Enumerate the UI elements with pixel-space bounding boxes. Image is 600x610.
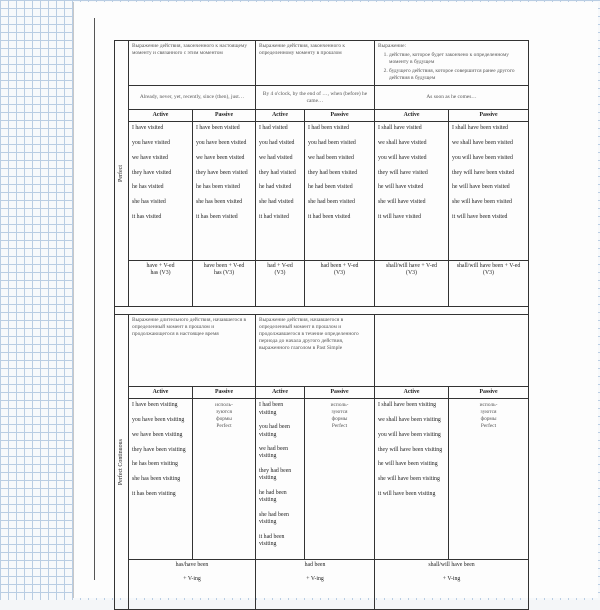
- verb-form: we have been visiting: [132, 431, 183, 438]
- verb-form: we had visited: [259, 154, 293, 161]
- present-perfect-continuous-description: Выражение длительного действия, начавшегося в определенный момент в прошлом и продолжающегося в настоящее время: [129, 315, 256, 387]
- future-perfect-active-formula: shall/will have + V-ed (V3): [375, 261, 449, 307]
- verb-form: they will have been visited: [452, 169, 515, 176]
- future-perfect-passive-cell: [449, 110, 529, 261]
- passive-header: Passive: [305, 110, 374, 122]
- verb-form: it has been visiting: [132, 490, 176, 497]
- verb-form: she has been visiting: [132, 475, 181, 482]
- passive-perfect-note: исполь- зуются формы Perfect: [330, 402, 349, 429]
- section-gap: [115, 307, 529, 315]
- verb-form: she will have visited: [378, 198, 426, 205]
- present-perfect-passive-cell: [193, 110, 256, 261]
- future-perfect-markers: As soon as he comes…: [375, 86, 529, 110]
- verb-form: I have been visited: [196, 125, 240, 132]
- verb-form: I shall have been visited: [452, 125, 509, 132]
- past-perfect-markers: By 4 o'clock, by the end of …, when (before) he came…: [256, 86, 375, 110]
- verb-form: you will have been visiting: [378, 431, 441, 438]
- present-perfect-passive-forms: [193, 122, 255, 231]
- perfect-continuous-forms-row: [115, 387, 529, 560]
- verb-form: he will have been visited: [452, 184, 510, 191]
- active-header: Active: [256, 110, 304, 122]
- verb-form: you have been visiting: [132, 417, 185, 424]
- verb-form: I shall have been visiting: [378, 402, 436, 409]
- verb-form: he had been visited: [308, 184, 353, 191]
- active-header: Active: [129, 110, 192, 122]
- verb-form: he has been visiting: [132, 461, 178, 468]
- verb-form: we shall have visited: [378, 140, 427, 147]
- verb-form: I had visited: [259, 125, 288, 132]
- future-perfect-passive-forms: [449, 122, 528, 231]
- past-perfect-passive-forms: [305, 122, 374, 231]
- verb-form: I shall have visited: [378, 125, 422, 132]
- verb-form: you have visited: [132, 140, 170, 147]
- verb-form: she had been visited: [308, 198, 355, 205]
- verb-form: you had been visiting: [259, 424, 290, 438]
- verb-form: they have been visited: [196, 169, 248, 176]
- future-perfect-description: [375, 41, 529, 86]
- verb-form: we have visited: [132, 154, 169, 161]
- verb-form: I had been visiting: [259, 402, 284, 416]
- perfect-forms-row: [115, 110, 529, 261]
- verb-form: it has visited: [132, 213, 162, 220]
- present-perfect-passive-formula: have been + V-ed has (V3): [193, 261, 256, 307]
- perfect-side-label: Perfect: [117, 165, 124, 183]
- passive-header: Passive: [449, 387, 528, 399]
- present-perfect-continuous-active-cell: [129, 387, 193, 560]
- past-perfect-active-cell: [256, 110, 305, 261]
- past-perfect-active-formula: had + V-ed (V3): [256, 261, 305, 307]
- verb-form: it had been visiting: [259, 534, 285, 548]
- present-perfect-active-formula: have + V-ed has (V3): [129, 261, 193, 307]
- past-perfect-description: Выражение действия, законченного к определенному моменту в прошлом: [256, 41, 375, 86]
- present-perfect-active-forms: [129, 122, 192, 231]
- passive-perfect-note: исполь- зуются формы Perfect: [479, 402, 498, 429]
- perfect-formulas-row: [115, 261, 529, 307]
- verb-form: he has been visited: [196, 184, 240, 191]
- perfect-markers-row: [115, 86, 529, 110]
- perfect-description-row: [115, 41, 529, 86]
- verb-form: we shall have been visiting: [378, 417, 441, 424]
- verb-form: she will have been visiting: [378, 475, 440, 482]
- grammar-table: [114, 40, 529, 610]
- past-perfect-continuous-description: Выражение действия, начавшегося в определенный момент в прошлом и продолжавшегося в течение определенного периода до начала другого действия, выраженного глаголом в Past Simple: [256, 315, 375, 387]
- perfect-continuous-side-label: Perfect Continuous: [117, 439, 124, 486]
- past-perfect-passive-formula: had been + V-ed (V3): [305, 261, 375, 307]
- verb-form: she had been visiting: [259, 512, 289, 526]
- passive-header: Passive: [305, 387, 374, 399]
- future-perfect-continuous-passive-cell: [449, 387, 529, 560]
- verb-form: I had been visited: [308, 125, 350, 132]
- present-perfect-markers: Already, never, yet, recently, since (then), just…: [129, 86, 256, 110]
- verb-form: he will have been visiting: [378, 461, 438, 468]
- future-perfect-description-title: Выражение:: [378, 42, 407, 49]
- verb-form: it will have been visiting: [378, 490, 436, 497]
- active-header: Active: [256, 387, 304, 399]
- active-header: Active: [375, 387, 448, 399]
- verb-form: you had visited: [259, 140, 295, 147]
- future-perfect-continuous-active-cell: [375, 387, 449, 560]
- present-perfect-description: Выражение действия, законченного к настоящему моменту и связанного с этим моментом: [129, 41, 256, 86]
- active-header: Active: [375, 110, 448, 122]
- present-perfect-continuous-formula: has/have been + V-ing: [129, 560, 256, 610]
- verb-form: we have been visited: [196, 154, 245, 161]
- verb-form: she has been visited: [196, 198, 243, 205]
- verb-form: it will have been visited: [452, 213, 508, 220]
- verb-form: they had visited: [259, 169, 296, 176]
- verb-form: they have visited: [132, 169, 172, 176]
- future-perfect-active-cell: [375, 110, 449, 261]
- active-header: Active: [129, 387, 192, 399]
- verb-form: they have been visiting: [132, 446, 186, 453]
- verb-form: they will have visited: [378, 169, 428, 176]
- verb-form: they had been visited: [308, 169, 358, 176]
- future-perfect-use-item: 2. будущего действия, которое совершится ранее другого действия в будущем: [389, 68, 525, 82]
- past-perfect-active-forms: [256, 122, 304, 231]
- perfect-continuous-description-row: [115, 315, 529, 387]
- verb-form: it will have visited: [378, 213, 422, 220]
- future-perfect-uses-list: [378, 52, 525, 82]
- verb-form: you will have been visited: [452, 154, 513, 161]
- passive-header: Passive: [193, 387, 255, 399]
- page-margin-line: [94, 18, 95, 580]
- verb-form: you have been visited: [196, 140, 247, 147]
- future-perfect-continuous-formula: shall/will have been + V-ing: [375, 560, 529, 610]
- past-perfect-continuous-formula: had been + V-ing: [256, 560, 375, 610]
- verb-form: he had visited: [259, 184, 292, 191]
- future-perfect-continuous-active-forms: [375, 399, 448, 508]
- future-perfect-continuous-description: [375, 315, 529, 387]
- perfect-continuous-formulas-row: [115, 560, 529, 610]
- future-perfect-active-forms: [375, 122, 448, 231]
- verb-form: you had been visited: [308, 140, 356, 147]
- verb-form: he had been visiting: [259, 490, 287, 504]
- verb-form: you will have visited: [378, 154, 427, 161]
- verb-form: I have been visiting: [132, 402, 178, 409]
- past-perfect-continuous-active-forms: [256, 399, 304, 559]
- present-perfect-active-cell: [129, 110, 193, 261]
- past-perfect-passive-cell: [305, 110, 375, 261]
- verb-form: it has been visited: [196, 213, 238, 220]
- future-perfect-passive-formula: shall/will have been + V-ed (V3): [449, 261, 529, 307]
- verb-form: I have visited: [132, 125, 164, 132]
- verb-form: we shall have been visited: [452, 140, 513, 147]
- verb-form: it had visited: [259, 213, 289, 220]
- verb-form: they had been visiting: [259, 468, 292, 482]
- verb-form: it had been visited: [308, 213, 351, 220]
- perfect-side-cell: [115, 41, 129, 307]
- verb-form: she has visited: [132, 198, 166, 205]
- verb-form: she had visited: [259, 198, 294, 205]
- passive-perfect-note: исполь- зуются формы Perfect: [215, 402, 233, 429]
- present-perfect-continuous-active-forms: [129, 399, 192, 508]
- passive-header: Passive: [193, 110, 255, 122]
- verb-form: we had been visiting: [259, 446, 288, 460]
- future-perfect-use-item: 1. действие, которое будет закончено к определенному моменту в будущем: [389, 52, 525, 66]
- past-perfect-continuous-active-cell: [256, 387, 305, 560]
- perfect-continuous-side-cell: [115, 315, 129, 610]
- past-perfect-continuous-passive-cell: [305, 387, 375, 560]
- present-perfect-continuous-passive-cell: [193, 387, 256, 560]
- verb-form: she will have been visited: [452, 198, 512, 205]
- passive-header: Passive: [449, 110, 528, 122]
- verb-form: he will have visited: [378, 184, 424, 191]
- verb-form: they will have been visiting: [378, 446, 443, 453]
- verb-form: he has visited: [132, 184, 164, 191]
- verb-form: we had been visited: [308, 154, 354, 161]
